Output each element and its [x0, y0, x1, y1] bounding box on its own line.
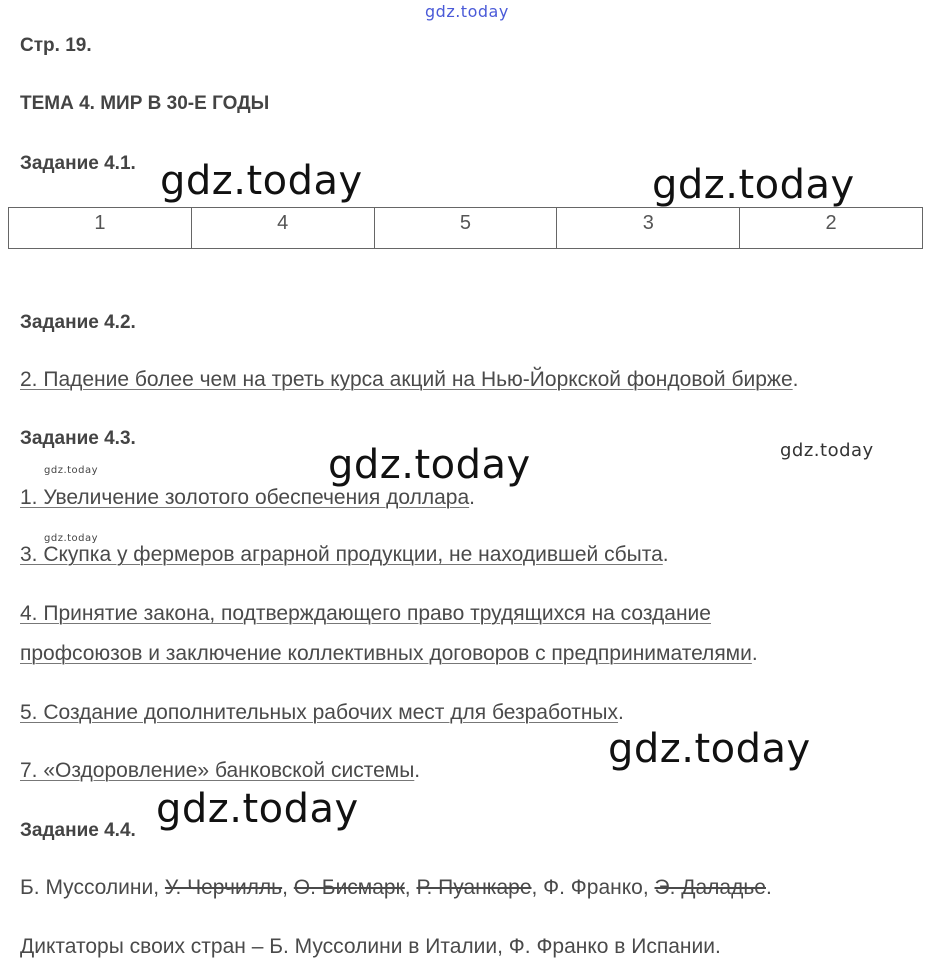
task-41-answer-table — [8, 207, 923, 249]
watermark: gdz.today — [44, 465, 99, 476]
name-struck: О. Бисмарк — [293, 876, 405, 899]
separator: , — [404, 876, 417, 899]
answer-text: 2. Падение более чем на треть курса акций на Нью-Йоркской фондовой бирже — [20, 368, 793, 391]
answer-cell: 3 — [557, 208, 740, 249]
answer-text: 7. «Оздоровление» банковской системы — [20, 759, 415, 782]
period: . — [414, 759, 421, 782]
page-label: Стр. 19. — [20, 35, 92, 56]
task-43-title: Задание 4.3. — [20, 428, 136, 449]
separator: , — [531, 876, 544, 899]
task-44-title: Задание 4.4. — [20, 820, 136, 841]
task-43-item — [20, 543, 669, 567]
task-44-names-line — [20, 876, 772, 900]
task-41-title: Задание 4.1. — [20, 153, 136, 174]
watermark: gdz.today — [328, 442, 531, 488]
name-struck: Р. Пуанкаре — [416, 876, 532, 899]
period: . — [751, 642, 758, 665]
watermark: gdz.today — [608, 726, 811, 772]
separator: , — [153, 876, 165, 899]
name-struck: Э. Даладье — [654, 876, 766, 899]
period: . — [662, 543, 669, 566]
task-43-item — [20, 759, 420, 783]
answer-cell: 5 — [374, 208, 557, 249]
watermark: gdz.today — [160, 158, 363, 204]
watermark: gdz.today — [156, 786, 359, 832]
answer-cell: 1 — [9, 208, 192, 249]
period: . — [766, 876, 772, 899]
answer-text: 5. Создание дополнительных рабочих мест для безработных — [20, 701, 619, 724]
separator: , — [282, 876, 294, 899]
answer-text: 4. Принятие закона, подтверждающего право трудящихся на создание — [20, 602, 711, 625]
name-kept: Ф. Франко — [543, 876, 643, 899]
period: . — [618, 701, 624, 724]
period: . — [792, 368, 799, 391]
name-struck: У. Черчилль — [164, 876, 283, 899]
watermark: gdz.today — [780, 440, 874, 461]
answer-text: 1. Увеличение золотого обеспечения доллара — [20, 486, 470, 509]
task-43-item — [20, 486, 475, 510]
task-43-item — [20, 701, 624, 725]
name-kept: Б. Муссолини — [20, 876, 154, 899]
topic-title: ТЕМА 4. МИР В 30-Е ГОДЫ — [20, 93, 270, 114]
answer-cell: 4 — [191, 208, 374, 249]
task-42-answer — [20, 368, 799, 392]
answer-text: 3. Скупка у фермеров аграрной продукции, не находившей сбыта — [20, 543, 663, 566]
period: . — [469, 486, 475, 509]
answer-text: профсоюзов и заключение коллективных договоров с предпринимателями — [20, 642, 752, 665]
watermark: gdz.today — [652, 162, 855, 208]
watermark-top: gdz.today — [425, 2, 509, 21]
task-42-title: Задание 4.2. — [20, 312, 136, 333]
separator: , — [642, 876, 655, 899]
task-43-item — [20, 642, 758, 666]
task-44-conclusion: Диктаторы своих стран – Б. Муссолини в Италии, Ф. Франко в Испании. — [20, 935, 721, 958]
answer-cell: 2 — [740, 208, 923, 249]
watermark: gdz.today — [44, 533, 99, 544]
task-43-item — [20, 602, 711, 626]
